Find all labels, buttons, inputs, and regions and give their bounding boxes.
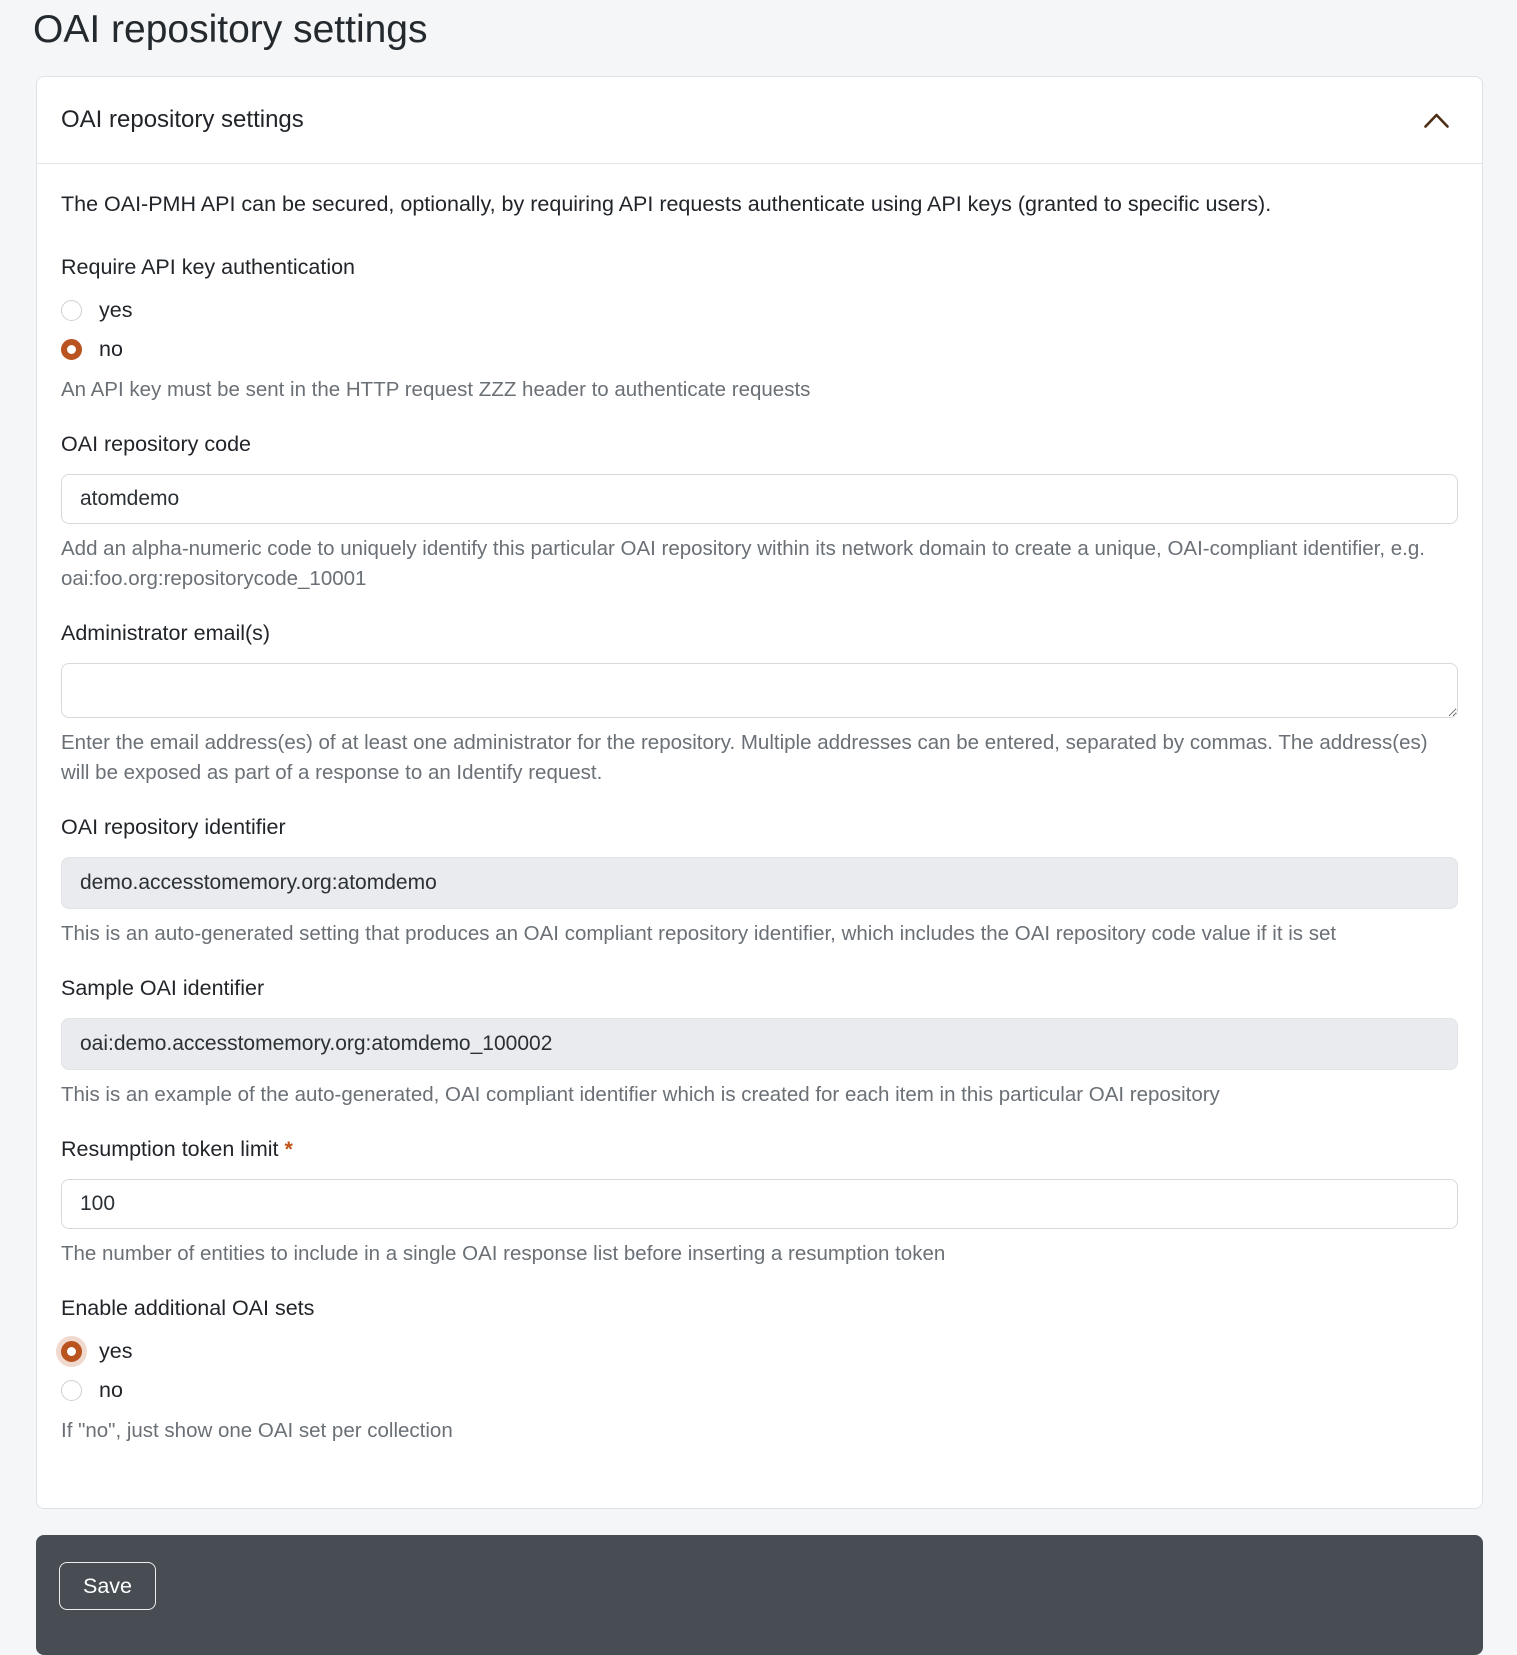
field-enable-additional-oai-sets bbox=[61, 1295, 1458, 1446]
field-label: Sample OAI identifier bbox=[61, 976, 265, 1000]
oai-repository-code-input[interactable] bbox=[61, 474, 1458, 524]
administrator-emails-textarea[interactable] bbox=[61, 663, 1458, 718]
panel-header bbox=[37, 77, 1482, 164]
oai-repository-identifier-readonly-input bbox=[61, 857, 1458, 909]
field-help-text: An API key must be sent in the HTTP request ZZZ header to authenticate requests bbox=[61, 378, 811, 401]
radio-option-yes[interactable] bbox=[61, 1338, 1458, 1365]
radio-label: no bbox=[99, 337, 123, 361]
field-oai-repository-identifier bbox=[61, 814, 1458, 949]
collapse-toggle-button[interactable] bbox=[1419, 108, 1454, 133]
panel-title: OAI repository settings bbox=[61, 106, 304, 133]
panel-body bbox=[37, 164, 1482, 1508]
radio-icon[interactable] bbox=[61, 339, 82, 360]
radio-option-no[interactable] bbox=[61, 336, 1458, 363]
chevron-up-icon bbox=[1423, 117, 1450, 132]
save-button[interactable]: Save bbox=[59, 1562, 156, 1610]
radio-option-yes[interactable] bbox=[61, 297, 1458, 324]
required-asterisk: * bbox=[284, 1137, 293, 1161]
field-administrator-emails bbox=[61, 620, 1458, 788]
radio-label: yes bbox=[99, 298, 133, 322]
panel-intro-text: The OAI-PMH API can be secured, optionally, by requiring API requests authenticate using API keys (granted to specific users). bbox=[61, 192, 1272, 216]
page-title: OAI repository settings bbox=[33, 8, 428, 51]
field-label: Administrator email(s) bbox=[61, 621, 271, 645]
field-oai-repository-code bbox=[61, 431, 1458, 594]
field-help-text: This is an auto-generated setting that produces an OAI compliant repository identifier, which includes the OAI repository code value if it is set bbox=[61, 922, 1337, 945]
field-resumption-token-limit bbox=[61, 1136, 1458, 1269]
field-label: OAI repository identifier bbox=[61, 815, 286, 839]
field-sample-oai-identifier bbox=[61, 975, 1458, 1110]
radio-label: no bbox=[99, 1378, 123, 1402]
radio-option-no[interactable] bbox=[61, 1377, 1458, 1404]
field-label: Require API key authentication bbox=[61, 255, 356, 279]
form-actions-bar bbox=[36, 1535, 1483, 1655]
oai-settings-panel bbox=[36, 76, 1483, 1509]
field-help-text: Add an alpha-numeric code to uniquely identify this particular OAI repository within its network domain to create a unique, OAI-compliant identifier, e.g. oai:foo.org:repositorycode_10001 bbox=[61, 537, 1425, 590]
field-label: OAI repository code bbox=[61, 432, 252, 456]
field-require-api-key-auth bbox=[61, 254, 1458, 405]
radio-label: yes bbox=[99, 1339, 133, 1363]
field-label: Enable additional OAI sets bbox=[61, 1296, 315, 1320]
field-help-text: If "no", just show one OAI set per collection bbox=[61, 1419, 453, 1442]
radio-icon[interactable] bbox=[61, 300, 82, 321]
sample-oai-identifier-readonly-input bbox=[61, 1018, 1458, 1070]
radio-icon[interactable] bbox=[61, 1341, 82, 1362]
radio-icon[interactable] bbox=[61, 1380, 82, 1401]
field-help-text: Enter the email address(es) of at least one administrator for the repository. Multiple addresses can be entered, separated by commas. The address(es) will be exposed as part of a response to an Identify request. bbox=[61, 731, 1428, 784]
field-label: Resumption token limit * bbox=[61, 1137, 293, 1161]
field-help-text: The number of entities to include in a single OAI response list before inserting a resumption token bbox=[61, 1242, 946, 1265]
field-help-text: This is an example of the auto-generated, OAI compliant identifier which is created for each item in this particular OAI repository bbox=[61, 1083, 1220, 1106]
resumption-token-limit-input[interactable] bbox=[61, 1179, 1458, 1229]
